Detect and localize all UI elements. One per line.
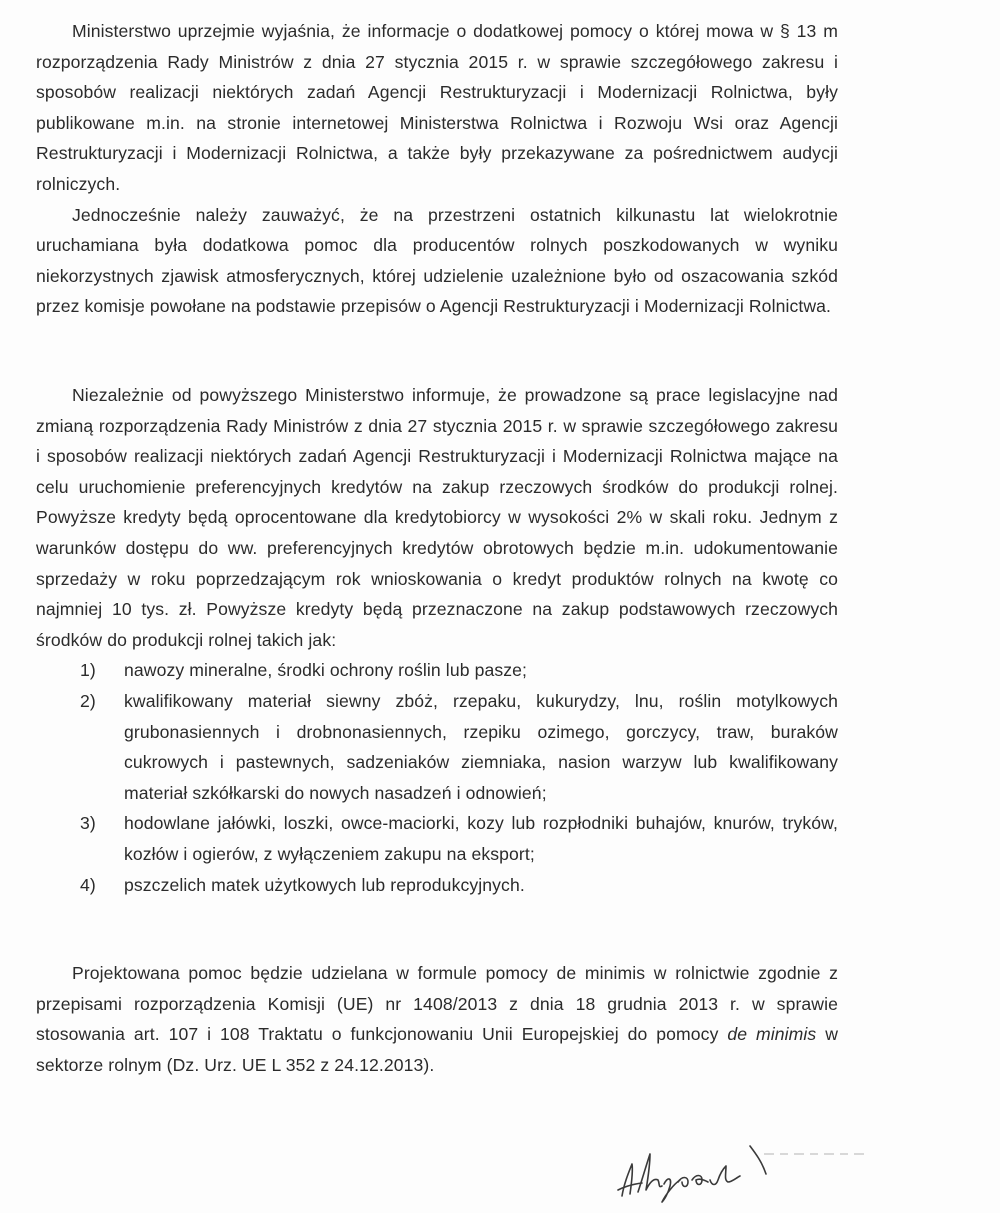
handwritten-signature [612,1140,772,1204]
paragraph-ministry-explanation: Ministerstwo uprzejmie wyjaśnia, że informacje o dodatkowej pomocy o której mowa w § 13 m rozporządzenia Rady Ministrów z dnia 27 stycznia 2015 r. w sprawie szczegółowego zakresu i sposobów realizacji niektórych zadań Agencji Restrukturyzacji i Modernizacji Rolnictwa, były publikowane m.in. na stronie internetowej Ministerstwa Rolnictwa i Rozwoju Wsi oraz Agencji Restrukturyzacji i Modernizacji Rolnictwa, a także były przekazywane za pośrednictwem audycji rolniczych. [36,21,838,194]
list-item [36,686,838,808]
list-item-text: kwalifikowany materiał siewny zbóż, rzepaku, kukurydzy, lnu, roślin motylkowych grubonasiennych i drobnonasiennych, rzepiku ozimego, gorczycy, traw, buraków cukrowych i pastewnych, sadzeniaków ziemniaka, nasion warzyw lub kwalifikowany materiał szkółkarski do nowych nasadzeń i odnowień; [124,690,838,803]
de-minimis-italic-term: de minimis [727,1024,817,1045]
text-upper-section [36,16,838,322]
list-item-text: pszczelich matek użytkowych lub reprodukcyjnych. [124,874,525,895]
means-of-production-list [36,655,838,900]
paragraph-de-minimis-aid [36,958,838,1080]
paragraph-legislative-work: Niezależnie od powyższego Ministerstwo informuje, że prowadzone są prace legislacyjne nad zmianą rozporządzenia Rady Ministrów z dnia 27 stycznia 2015 r. w sprawie szczegółowego zakresu i sposobów realizacji niektórych zadań Agencji Restrukturyzacji i Modernizacji Rolnictwa mające na celu uruchomienie preferencyjnych kredytów na zakup rzeczowych środków do produkcji rolnej. Powyższe kredyty będą oprocentowane dla kredytobiorcy w wysokości 2% w skali roku. Jednym z warunków dostępu do ww. preferencyjnych kredytów obrotowych będzie m.in. udokumentowanie sprzedaży w roku poprzedzającym rok wnioskowania o kredyt produktów rolnych na kwotę co najmniej 10 tys. zł. Powyższe kredyty będą przeznaczone na zakup podstawowych rzeczowych środków do produkcji rolnej takich jak: [36,385,838,650]
list-item-number: 3) [80,813,96,834]
list-item-number: 2) [80,690,96,711]
list-item [36,870,838,901]
list-item-number: 4) [80,874,96,895]
list-item [36,655,838,686]
text-lower-section [36,958,838,1080]
list-item-text: hodowlane jałówki, loszki, owce-maciorki, kozy lub rozpłodniki buhajów, knurów, tryków, kozłów i ogierów, z wyłączeniem zakupu na eksport; [124,813,838,864]
list-item-number: 1) [80,660,96,681]
de-minimis-text-part1: Projektowana pomoc będzie udzielana w formule pomocy de minimis w rolnictwie zgodnie z przepisami rozporządzenia Komisji (UE) nr 1408/2013 z dnia 18 grudnia 2013 r. w sprawie stosowania art. 107 i 108 Traktatu o funkcjonowaniu Unii Europejskiej do pomocy [36,963,838,1045]
paragraph-additional-aid-history: Jednocześnie należy zauważyć, że na przestrzeni ostatnich kilkunastu lat wielokrotnie uruchamiana była dodatkowa pomoc dla producentów rolnych poszkodowanych w wyniku niekorzystnych zjawisk atmosferycznych, której udzielenie uzależnione było od oszacowania szkód przez komisje powołane na podstawie przepisów o Agencji Restrukturyzacji i Modernizacji Rolnictwa. [36,204,838,317]
de-minimis-text-part2: w sektorze rolnym (Dz. Urz. UE L 352 z 24.12.2013). [36,1024,838,1075]
list-item-text: nawozy mineralne, środki ochrony roślin lub pasze; [124,660,528,681]
list-item [36,808,838,869]
faint-stamp-mark [760,1146,880,1170]
text-middle-section [36,380,838,900]
